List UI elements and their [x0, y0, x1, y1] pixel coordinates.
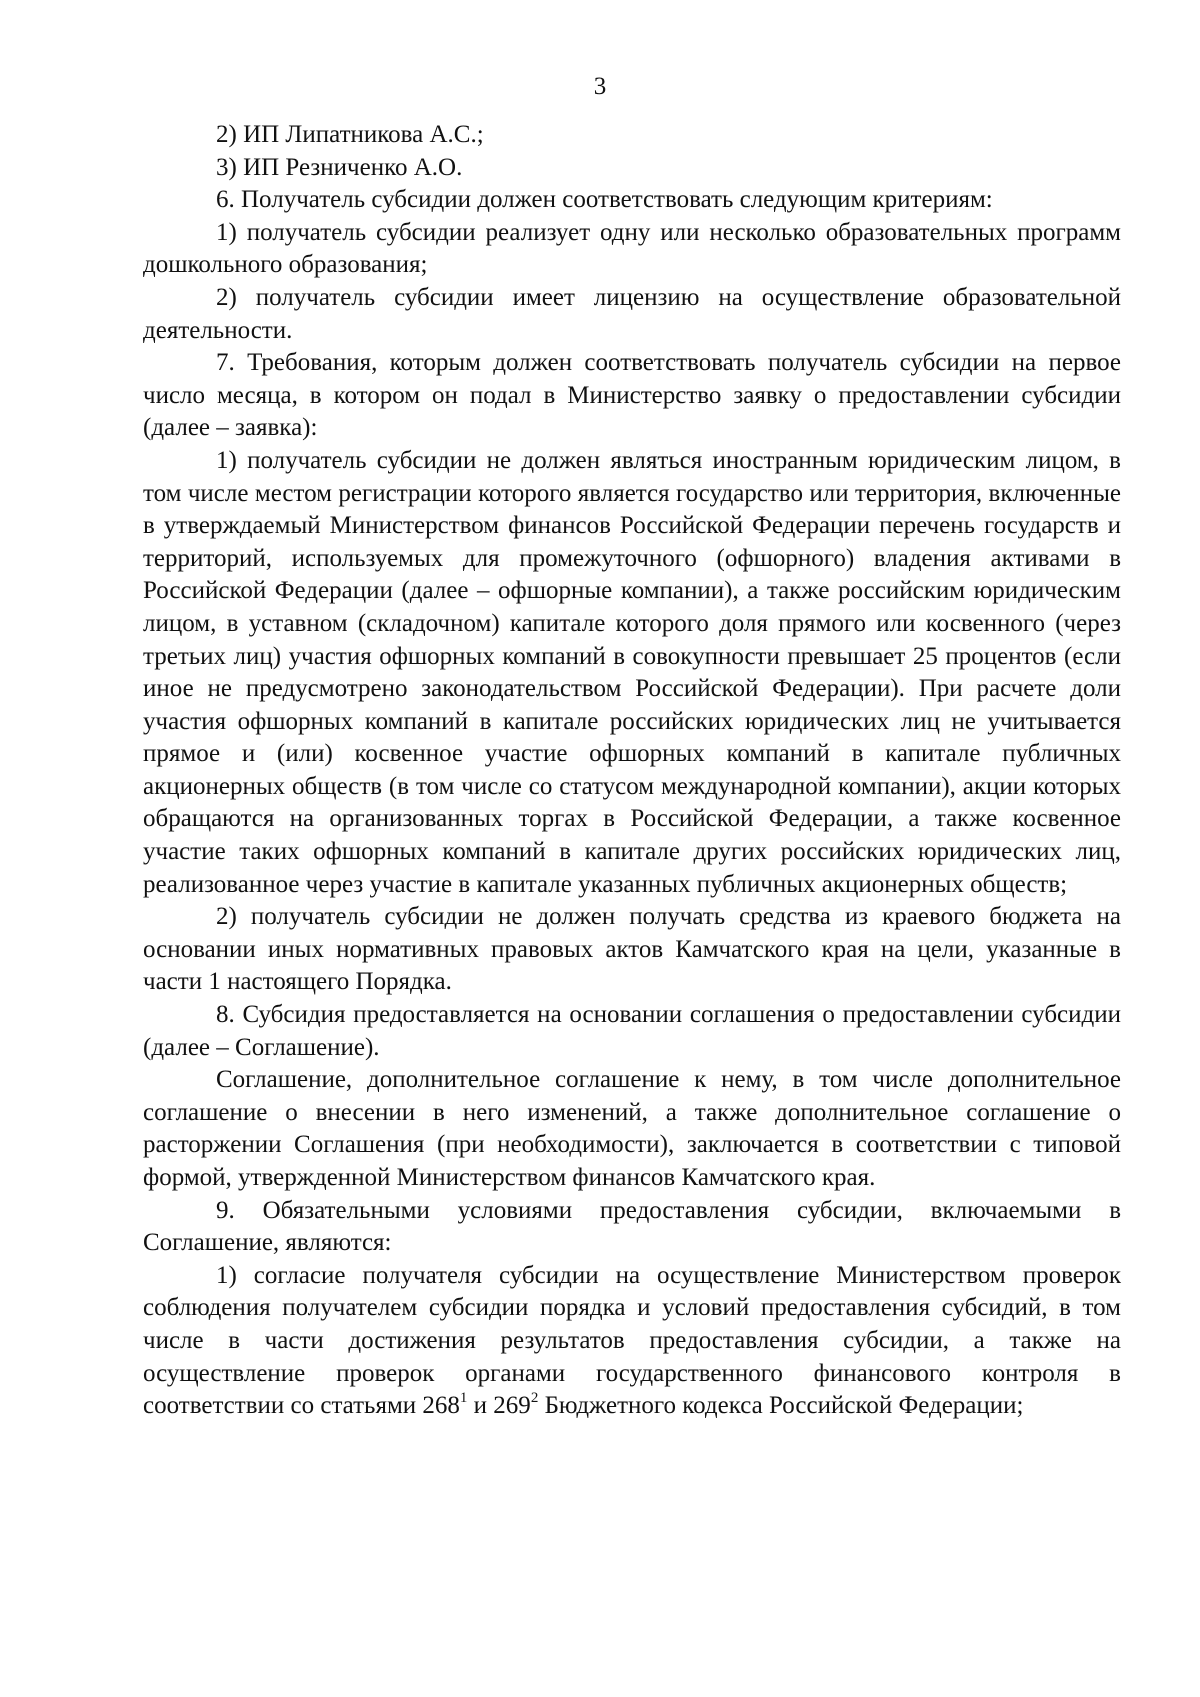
paragraph: 2) получатель субсидии имеет лицензию на осуществление образовательной деятельности. — [143, 283, 1121, 344]
document-body — [143, 119, 1121, 1423]
paragraph: 7. Требования, которым должен соответствовать получатель субсидии на первое число месяца, в котором он подал в Министерство заявку о предоставлении субсидии (далее – заявка): — [143, 349, 1121, 442]
paragraph: 1) получатель субсидии реализует одну или несколько образовательных программ дошкольного образования; — [143, 218, 1121, 279]
paragraph-text: 1) согласие получателя субсидии на осуществление Министерством проверок соблюдения получателем субсидии порядка и условий предоставления субсидий, в том числе в части достижения результатов предоставления субсидии, а также на осуществление проверок органами государственного финансового контроля в соответствии со статьями 268 — [143, 1261, 1121, 1420]
superscript: 2 — [530, 1389, 539, 1406]
paragraph: 6. Получатель субсидии должен соответствовать следующим критериям: — [216, 186, 993, 214]
paragraph-text: и 269 — [467, 1392, 531, 1420]
paragraph-text: Бюджетного кодекса Российской Федерации; — [538, 1392, 1024, 1420]
paragraph-with-footnotes — [143, 1260, 1121, 1423]
paragraph: 9. Обязательными условиями предоставления субсидии, включаемыми в Соглашение, являются: — [143, 1196, 1121, 1257]
paragraph: 8. Субсидия предоставляется на основании соглашения о предоставлении субсидии (далее – Соглашение). — [143, 1001, 1121, 1061]
paragraph: 1) получатель субсидии не должен являться иностранным юридическим лицом, в том числе местом регистрации которого является государство или территория, включенные в утверждаемый Министерством финансов Российской Федерации перечень государств и территорий, используемых для промежуточного (офшорного) владения активами в Российской Федерации (далее – офшорные компании), а также российским юридическим лицом, в уставном (складочном) капитале которого доля прямого или косвенного (через третьих лиц) участия офшорных компаний в совокупности превышает 25 процентов (если иное не предусмотрено законодательством Российской Федерации). При расчете доли участия офшорных компаний в капитале российских юридических лиц не учитывается прямое и (или) косвенное участие офшорных компаний в капитале публичных акционерных обществ (в том числе со статусом международной компании), акции которых обращаются на организованных торгах в Российской Федерации, а также косвенное участие таких офшорных компаний в капитале других российских юридических лиц, реализованное через участие в капитале указанных публичных акционерных обществ; — [143, 446, 1121, 898]
superscript: 1 — [459, 1389, 468, 1406]
paragraph: 2) ИП Липатникова А.С.; — [216, 121, 484, 148]
paragraph: 3) ИП Резниченко А.О. — [216, 153, 463, 181]
page-number: 3 — [593, 73, 607, 100]
paragraph: Соглашение, дополнительное соглашение к нему, в том числе дополнительное соглашение о внесении в него изменений, а также дополнительное соглашение о расторжении Соглашения (при необходимости), заключается в соответствии с типовой формой, утвержденной Министерством финансов Камчатского края. — [143, 1066, 1121, 1191]
paragraph: 2) получатель субсидии не должен получать средства из краевого бюджета на основании иных нормативных правовых актов Камчатского края на цели, указанные в части 1 настоящего Порядка. — [143, 903, 1121, 996]
